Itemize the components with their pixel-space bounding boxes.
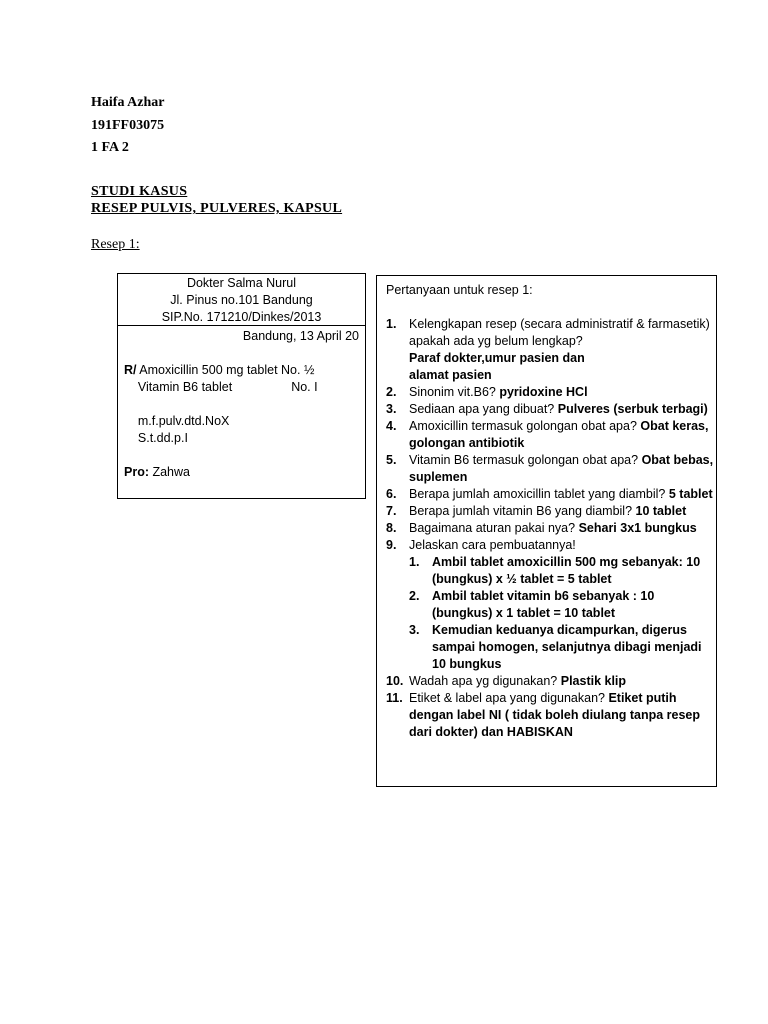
question-number: 11. [386,691,403,705]
title-line-2: RESEP PULVIS, PULVERES, KAPSUL [91,201,343,216]
question-number: 5. [386,453,397,467]
question-item [386,690,716,741]
step-number: 3. [409,623,420,637]
questions-box [376,275,717,787]
question-item [386,520,716,537]
question-number: 8. [386,521,397,535]
prescription-pro [124,464,365,481]
step-item [409,588,716,622]
question-item [386,452,716,486]
question-number: 6. [386,487,397,501]
question-answer: pyridoxine HCl [499,385,588,399]
question-number: 4. [386,419,397,433]
question-answer: Obat bebas, suplemen [409,453,714,484]
question-text: Berapa jumlah vitamin B6 yang diambil? [409,504,636,518]
doctor-address: Jl. Pinus no.101 Bandung [170,293,313,307]
question-text: Kelengkapan resep (secara administratif & farmasetik) apakah ada yg belum lengkap? [409,317,710,348]
prescription-line-4: S.t.dd.p.I [124,431,188,445]
question-number: 9. [386,538,397,552]
question-number: 2. [386,385,397,399]
question-answer: Etiket putih dengan label NI ( tidak boleh diulang tanpa resep dari dokter) dan HABISKAN [409,691,701,739]
pro-label: Pro: [124,465,149,479]
question-text: Sinonim vit.B6? [409,385,500,399]
question-answer: Obat keras, golongan antibiotik [409,419,709,450]
question-item [386,537,716,673]
question-text: Sediaan apa yang dibuat? [409,402,558,416]
prescription-date: Bandung, 13 April 20 [242,329,359,343]
resep-label: Resep 1: [91,237,140,252]
r-prefix: R/ [124,363,137,377]
question-text: Jelaskan cara pembuatannya! [409,538,576,552]
prescription-line-3: m.f.pulv.dtd.NoX [124,414,230,428]
question-answer: Paraf dokter,umur pasien dan alamat pasien [409,351,585,382]
question-text: Wadah apa yg digunakan? [409,674,561,688]
step-item [409,554,716,588]
question-item [386,401,716,418]
prescription-item-1: Amoxicillin 500 mg tablet No. ½ [136,363,315,377]
prescription-body [118,362,365,481]
question-item [386,384,716,401]
question-text: Amoxicillin termasuk golongan obat apa? [409,419,641,433]
question-answer: Plastik klip [560,674,627,688]
step-text: Ambil tablet vitamin b6 sebanyak : 10 (bungkus) x 1 tablet = 10 tablet [432,589,655,620]
question-answer: Sehari 3x1 bungkus [578,521,697,535]
student-name: Haifa Azhar [91,95,165,110]
doctor-sip: SIP.No. 171210/Dinkes/2013 [161,310,322,324]
question-number: 1. [386,317,397,331]
question-item [386,486,716,503]
title-line-1: STUDI KASUS [91,184,188,199]
step-text: Kemudian keduanya dicampurkan, digerus sampai homogen, selanjutnya dibagi menjadi 10 bungkus [432,623,702,671]
question-text: Bagaimana aturan pakai nya? [409,521,579,535]
question-answer: 10 tablet [635,504,687,518]
question-item [386,673,716,690]
question-number: 10. [386,674,404,688]
student-info [91,92,165,160]
question-number: 3. [386,402,397,416]
questions-title: Pertanyaan untuk resep 1: [386,283,533,297]
prescription-box [117,273,366,499]
document-title [91,183,342,217]
question-item [386,418,716,452]
step-number: 1. [409,555,420,569]
prescription-line-2: Vitamin B6 tablet No. I [124,380,318,394]
student-id: 191FF03075 [91,117,165,133]
step-number: 2. [409,589,420,603]
question-text: Etiket & label apa yang digunakan? [409,691,609,705]
prescription-line-1 [124,362,365,379]
question-item [386,316,716,384]
question-answer: Pulveres (serbuk terbagi) [557,402,708,416]
student-class: 1 FA 2 [91,140,129,155]
question-answer: 5 tablet [668,487,713,501]
step-item [409,622,716,673]
prescription-header [118,274,365,326]
question-item [386,503,716,520]
doctor-name: Dokter Salma Nurul [186,276,297,290]
question-text: Vitamin B6 termasuk golongan obat apa? [409,453,642,467]
step-text: Ambil tablet amoxicillin 500 mg sebanyak: 10 (bungkus) x ½ tablet = 5 tablet [432,555,701,586]
pro-value: Zahwa [149,465,190,479]
question-text: Berapa jumlah amoxicillin tablet yang diambil? [409,487,669,501]
question-number: 7. [386,504,397,518]
